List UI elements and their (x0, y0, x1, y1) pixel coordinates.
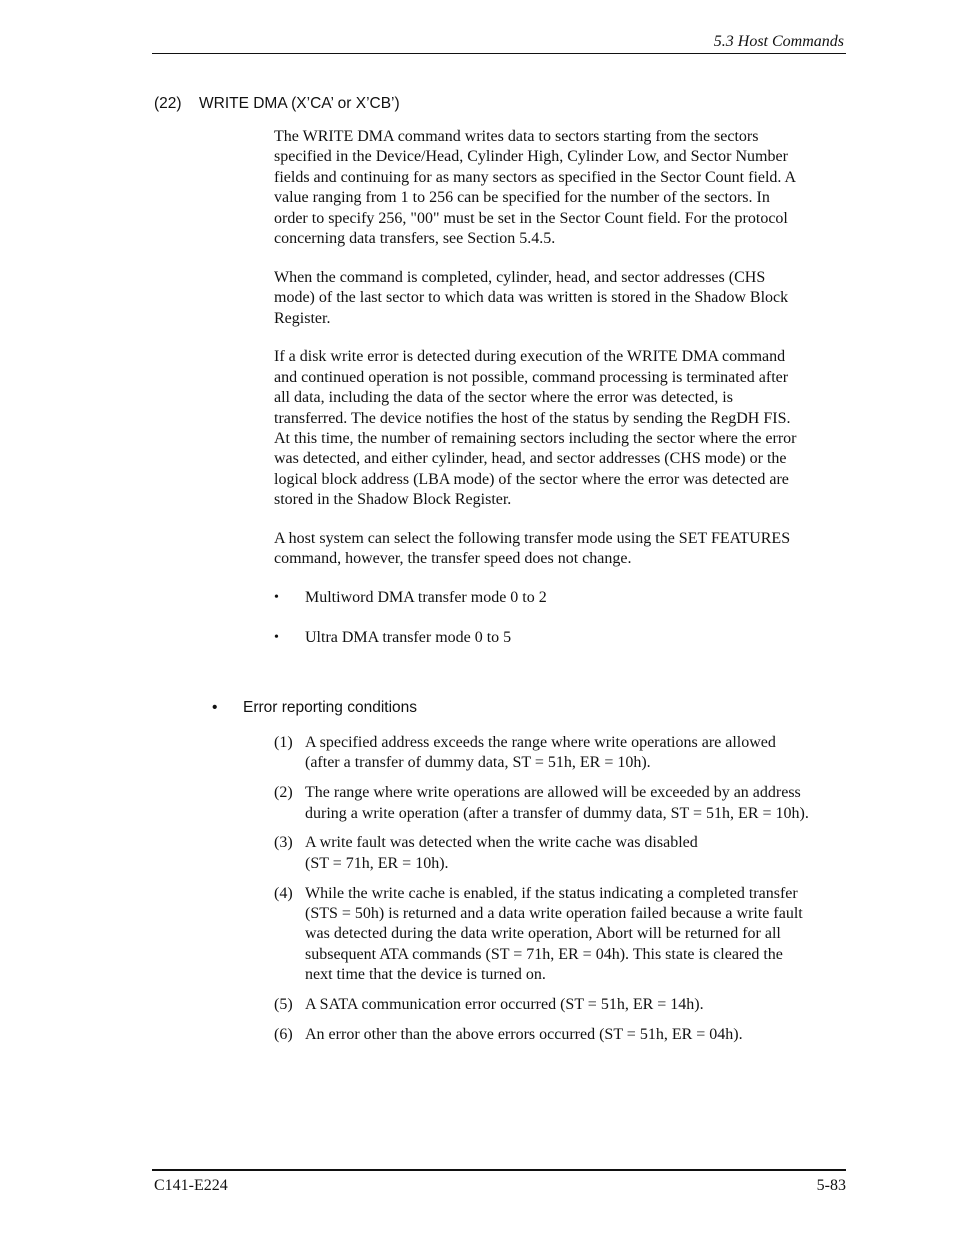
footer-rule (152, 1169, 846, 1171)
text-line: A host system can select the following transfer mode using the SET FEATURES (274, 530, 791, 548)
header-rule (152, 53, 846, 54)
text-line: (after a transfer of dummy data, ST = 51h, ER = 10h). (305, 754, 651, 772)
item-number: (4) (274, 884, 293, 902)
list-item (274, 833, 846, 874)
list-item-text: Ultra DMA transfer mode 0 to 5 (305, 629, 512, 647)
text-line: The range where write operations are allowed will be exceeded by an address (305, 784, 801, 802)
list-item (274, 588, 846, 608)
page-number: 5-83 (816, 1177, 846, 1194)
list-item (274, 628, 846, 648)
error-conditions-list (274, 733, 846, 1055)
text-line: fields and continuing for as many sectors as specified in the Sector Count field. A (274, 168, 797, 186)
list-item-text: Multiword DMA transfer mode 0 to 2 (305, 589, 547, 607)
text-line: logical block address (LBA mode) of the sector where the error was detected are (274, 470, 789, 488)
text-line: A write fault was detected when the write cache was disabled (305, 834, 698, 852)
text-line: value ranging from 1 to 256 can be specified for the number of the sectors. In (274, 189, 770, 207)
text-line: A SATA communication error occurred (ST = 51h, ER = 14h). (305, 996, 704, 1014)
paragraph-write-error (274, 347, 846, 510)
bullet-icon: • (212, 699, 218, 716)
text-line: At this time, the number of remaining sectors including the sector where the error (274, 430, 797, 448)
text-line: concerning data transfers, see Section 5.4.5. (274, 230, 556, 248)
item-number: (6) (274, 1025, 293, 1043)
text-line: Register. (274, 309, 331, 327)
paragraph-transfer-mode (274, 529, 846, 570)
text-line: A specified address exceeds the range where write operations are allowed (305, 734, 776, 751)
running-header: 5.3 Host Commands (713, 33, 844, 50)
text-line: order to specify 256, "00" must be set in the Sector Count field. For the protocol (274, 209, 788, 227)
list-item (274, 1025, 846, 1045)
transfer-mode-list (274, 588, 846, 648)
item-number: (1) (274, 734, 293, 751)
text-line: stored in the Shadow Block Register. (274, 491, 512, 509)
text-line: was detected during the data write operation, Abort will be returned for all (305, 925, 781, 943)
text-line: mode) of the last sector to which data was written is stored in the Shadow Block (274, 289, 789, 307)
text-line: during a write operation (after a transfer of dummy data, ST = 51h, ER = 10h). (305, 804, 809, 822)
section-number: (22) (154, 95, 182, 112)
bullet-icon: • (274, 630, 279, 646)
text-line: transferred. The device notifies the host of the status by sending the RegDH FIS. (274, 409, 791, 427)
text-line: (ST = 71h, ER = 10h). (305, 854, 449, 872)
text-line: command, however, the transfer speed does not change. (274, 550, 632, 568)
item-number: (2) (274, 784, 293, 802)
list-item (274, 884, 846, 986)
paragraph-description (274, 127, 846, 249)
body-text (274, 127, 846, 668)
error-conditions-heading (212, 698, 417, 718)
error-conditions-title: Error reporting conditions (243, 699, 418, 716)
section-heading (154, 94, 400, 114)
text-line: The WRITE DMA command writes data to sectors starting from the sectors (274, 128, 759, 145)
text-line: (STS = 50h) is returned and a data write operation failed because a write fault (305, 905, 803, 923)
item-number: (3) (274, 834, 293, 852)
text-line: When the command is completed, cylinder, head, and sector addresses (CHS (274, 268, 766, 286)
section-title: WRITE DMA (X’CA’ or X’CB’) (199, 95, 400, 112)
text-line: specified in the Device/Head, Cylinder High, Cylinder Low, and Sector Number (274, 148, 788, 166)
bullet-icon: • (274, 590, 279, 606)
paragraph-completion (274, 268, 846, 329)
text-line: subsequent ATA commands (ST = 71h, ER = 04h). This state is cleared the (305, 945, 783, 963)
text-line: was detected, and either cylinder, head, and sector addresses (CHS mode) or the (274, 450, 787, 468)
text-line: An error other than the above errors occurred (ST = 51h, ER = 04h). (305, 1025, 743, 1043)
text-line: all data, including the data of the sector where the error was detected, is (274, 389, 733, 407)
document-id: C141-E224 (154, 1177, 228, 1194)
text-line: If a disk write error is detected during execution of the WRITE DMA command (274, 348, 786, 366)
text-line: While the write cache is enabled, if the status indicating a completed transfer (305, 884, 798, 902)
list-item (274, 783, 846, 824)
text-line: and continued operation is not possible, command processing is terminated after (274, 368, 789, 386)
text-line: next time that the device is turned on. (305, 966, 546, 984)
item-number: (5) (274, 996, 293, 1014)
list-item (274, 733, 846, 774)
list-item (274, 995, 846, 1015)
